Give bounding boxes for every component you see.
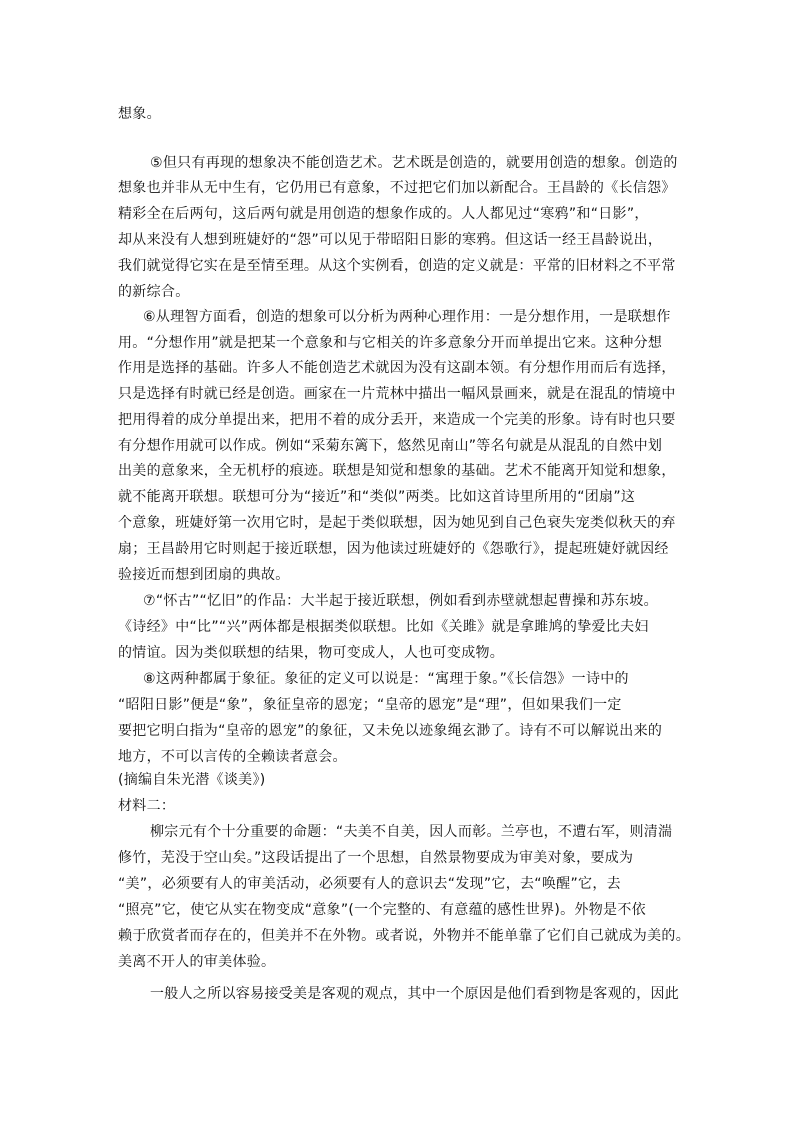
paragraph-8-line: ⑧这两种都属于象征。象征的定义可以说是：“寓理于象。”《长信怨》一诗中的: [143, 671, 629, 687]
paragraph-6-line: ⑥从理智方面看，创造的想象可以分析为两种心理作用：一是分想作用，一是联想作: [143, 309, 671, 325]
material-2-line: 一般人之所以容易接受美是客观的观点，其中一个原因是他们看到物是客观的，因此: [150, 986, 680, 1002]
paragraph-6-line: 有分想作用就可以作成。例如“采菊东篱下，悠然见南山”等名句就是从混乱的自然中划: [118, 438, 663, 454]
paragraph-6-line: 扇；王昌龄用它时则起于接近联想，因为他读过班婕妤的《怨歌行》，提起班婕妤就因经: [118, 541, 669, 557]
paragraph-5-line: 想象也并非从无中生有，它仍用已有意象，不过把它们加以新配合。王昌龄的《长信怨》: [118, 180, 676, 196]
material-2-line: “美”，必须要有人的审美活动，必须要有人的意识去“发现”它，去“唤醒”它，去: [118, 876, 621, 892]
paragraph-6-line: 出美的意象来，全无机杼的痕迹。联想是知觉和想象的基础。艺术不能离开知觉和想象，: [118, 463, 676, 479]
paragraph-5-line: 我们就觉得它实在是至情至理。从这个实例看，创造的定义就是：平常的旧材料之不平常: [118, 258, 676, 274]
material-2-line: 修竹，芜没于空山矣。”这段话提出了一个思想，自然景物要成为审美对象，要成为: [118, 850, 634, 866]
text-line: 想象。: [118, 106, 161, 122]
paragraph-6-line: 把用得着的成分单提出来，把用不着的成分丢开，来造成一个完美的形象。诗有时也只要: [118, 412, 676, 428]
paragraph-7-line: 的情谊。因为类似联想的结果，物可变成人，人也可变成物。: [118, 645, 505, 661]
material-2-line: 赖于欣赏者而存在的，但美并不在外物。或者说，外物并不能单靠了它们自己就成为美的。: [118, 928, 690, 944]
paragraph-6-line: 个意象，班婕妤第一次用它时，是起于类似联想，因为她见到自己色衰失宠类似秋天的弃: [118, 515, 676, 531]
paragraph-8-line: 地方，不可以言传的全赖读者意会。: [118, 749, 347, 765]
paragraph-8-line: 要把它明白指为“皇帝的恩宠”的象征，又未免以迹象绳玄渺了。诗有不可以解说出来的: [118, 723, 663, 739]
material-2-line: 美离不开人的审美体验。: [118, 954, 276, 970]
paragraph-6-line: 用。“分想作用”就是把某一个意象和与它相关的许多意象分开而单提出它来。这种分想: [118, 335, 663, 351]
paragraph-5-line: ⑤但只有再现的想象决不能创造艺术。艺术既是创造的，就要用创造的想象。创造的: [150, 155, 678, 171]
paragraph-5-line: 的新综合。: [118, 284, 190, 300]
paragraph-6-line: 就不能离开联想。联想可分为“接近”和“类似”两类。比如这首诗里所用的“团扇”这: [118, 489, 636, 505]
paragraph-6-line: 验接近而想到团扇的典故。: [118, 567, 290, 583]
material-2-line: 柳宗元有个十分重要的命题：“夫美不自美，因人而彰。兰亭也，不遭右军，则清湍: [150, 824, 673, 840]
paragraph-7-line: 《诗经》中“比”“兴”两体都是根据类似联想。比如《关雎》就是拿雎鸠的挚爱比夫妇: [118, 619, 649, 635]
paragraph-5-line: 却从来没有人想到班婕妤的“怨”可以见于带昭阳日影的寒鸦。但这话一经王昌龄说出，: [118, 232, 663, 248]
paragraph-7-line: ⑦“怀古”“忆旧”的作品：大半起于接近联想，例如看到赤壁就想起曹操和苏东坡。: [143, 593, 658, 609]
paragraph-8-line: “昭阳日影”便是“象”，象征皇帝的恩宠；“皇帝的恩宠”是“理”，但如果我们一定: [118, 697, 622, 713]
paragraph-6-line: 只是选择有时就已经是创造。画家在一片荒林中描出一幅风景画来，就是在混乱的情境中: [118, 386, 676, 402]
section-heading: 材料二：: [118, 798, 176, 814]
source-citation: (摘编自朱光潜《谈美》): [118, 772, 266, 788]
paragraph-5-line: 精彩全在后两句，这后两句就是用创造的想象作成的。人人都见过“寒鸦”和“日影”，: [118, 206, 649, 222]
material-2-line: “照亮”它，使它从实在物变成“意象”(一个完整的、有意蕴的感性世界)。外物是不依: [118, 902, 646, 918]
paragraph-6-line: 作用是选择的基础。许多人不能创造艺术就因为没有这副本领。有分想作用而后有选择，: [118, 360, 676, 376]
